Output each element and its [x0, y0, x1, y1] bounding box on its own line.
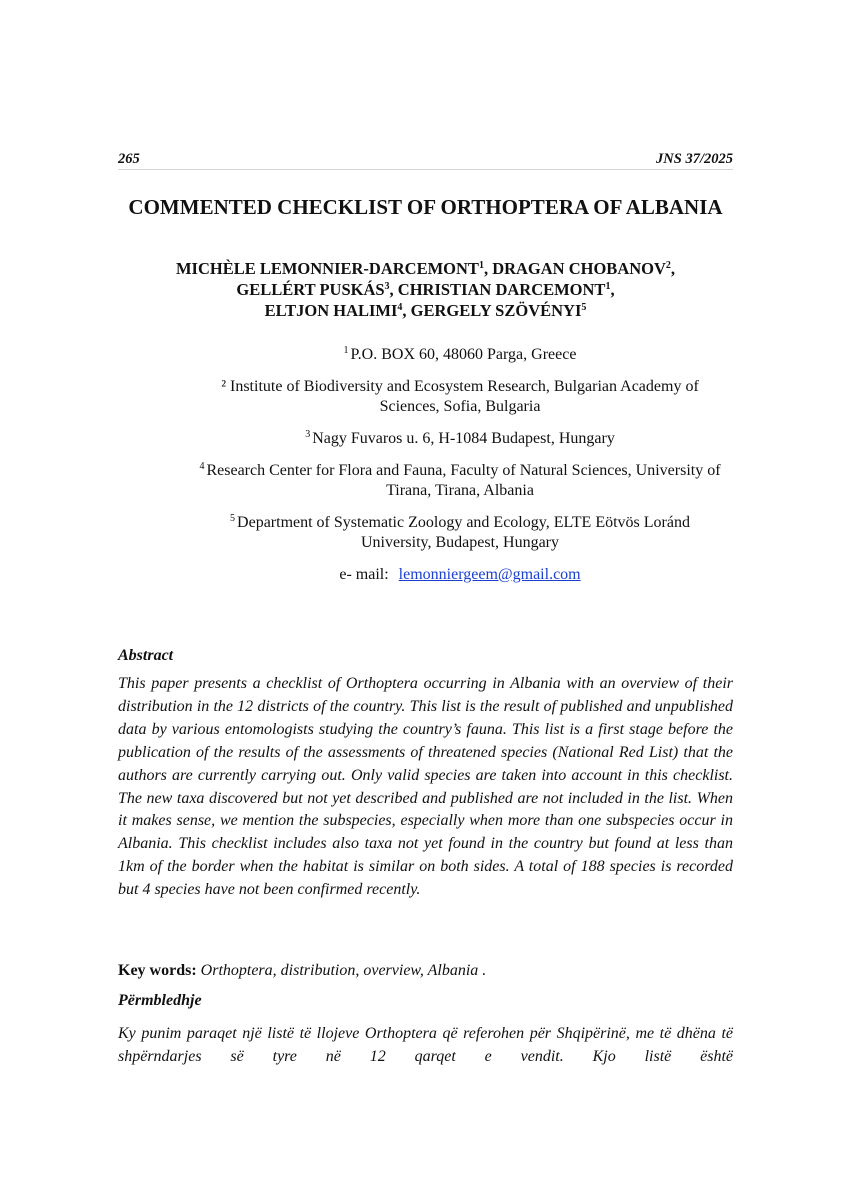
author: MICHÈLE LEMONNIER-DARCEMONT$^1$: [175, 259, 484, 278]
author-list: MICHÈLE LEMONNIER-DARCEMONT$^1$, DRAGAN CHOBANOV$^2$, GELLÉRT PUSKÁS$^3$, CHRISTIAN DARCEMONT$^1$, ELTJON HALIMI$^4$, GERGELY SZÖVÉNYI$^5$: [175, 259, 676, 320]
author: DRAGAN CHOBANOV$^2$: [492, 259, 671, 278]
journal-issue: JNS 37/2025: [656, 151, 733, 167]
email-line: [160, 565, 760, 585]
permbledhje-heading: Përmbledhje: [118, 992, 202, 1009]
affiliation: ² Institute of Biodiversity and Ecosystem Research, Bulgarian Academy of Sciences, Sofia, Bulgaria: [221, 378, 699, 415]
permbledhje-text: Ky punim paraqet një listë të llojeve Orthoptera që referohen për Shqipërinë, me të dhëna të shpërndarjes së tyre në 12 qarqet e vendit. Kjo listë është: [118, 1025, 733, 1065]
keywords-text: Orthoptera, distribution, overview, Albania .: [200, 962, 487, 979]
author: ELTJON HALIMI$^4$: [264, 301, 403, 320]
email-link[interactable]: lemonniergeem@gmail.com: [398, 566, 581, 583]
page-number: 265: [118, 151, 140, 167]
keywords: [118, 960, 733, 982]
affiliation: $^1$ P.O. BOX 60, 48060 Parga, Greece: [343, 345, 577, 363]
running-header: [118, 151, 733, 170]
email-label: e- mail:: [339, 566, 389, 583]
paper-title: COMMENTED CHECKLIST OF ORTHOPTERA OF ALBANIA: [128, 195, 723, 219]
affiliation: $^5$ Department of Systematic Zoology and Ecology, ELTE Eötvös Loránd University, Budapest, Hungary: [230, 513, 690, 551]
author: GELLÉRT PUSKÁS$^3$: [236, 280, 390, 299]
keywords-label: Key words:: [118, 962, 197, 979]
author: GERGELY SZÖVÉNYI$^5$: [410, 301, 587, 320]
affiliation-list: [160, 345, 760, 597]
author: CHRISTIAN DARCEMONT$^1$: [397, 280, 611, 299]
affiliation: $^3$ Nagy Fuvaros u. 6, H-1084 Budapest, Hungary: [305, 429, 615, 447]
abstract-text: This paper presents a checklist of Orthoptera occurring in Albania with an overview of their distribution in the 12 districts of the country. This list is the result of published and unpublished data by various entomologists studying the country’s fauna. This list is a first stage before the publication of the results of the assessments of threatened species (National Red List) that the authors are currently carrying out. Only valid species are taken into account in this checklist. The new taxa discovered but not yet described and published are not included in the list. When it makes sense, we mention the subspecies, especially when more than one subspecies occur in Albania. This checklist includes also taxa not yet found in the country but found at less than 1km of the border when the habitat is similar on both sides. A total of 188 species is recorded but 4 species have not been confirmed recently.: [118, 675, 733, 899]
abstract-heading: Abstract: [118, 647, 174, 664]
affiliation: $^4$ Research Center for Flora and Fauna, Faculty of Natural Sciences, University of Tirana, Tirana, Albania: [199, 461, 721, 499]
